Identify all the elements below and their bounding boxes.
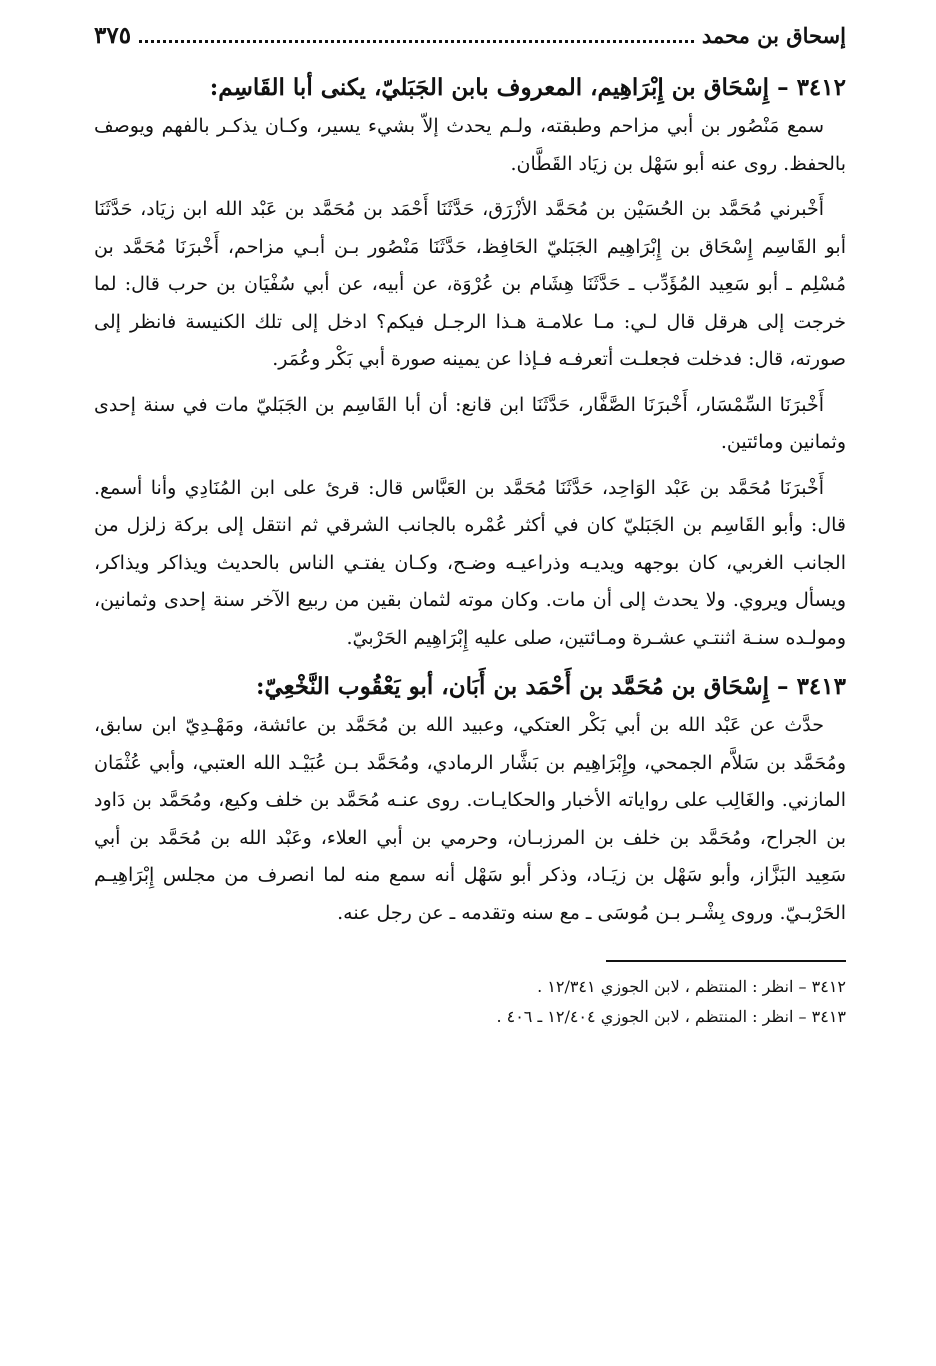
footnote: ٣٤١٢ – انظر : المنتظم ، لابن الجوزي ١٢/٣٤١ . (537, 977, 846, 996)
paragraph: سمع مَنْصُور بن أبي مزاحم وطبقته، ولـم يحدث إلاّ بشيء يسير، وكـان يذكـر بالفهم ويوصف بالحفظ. روى عنه أبو سَهْل بن زيَاد القَطَّان. (94, 115, 846, 175)
running-title: إسحاق بن محمد (701, 23, 846, 48)
paragraph: أَخْبرَنَا مُحَمَّد بن عَبْد الوَاحِد، حَدَّثَنَا مُحَمَّد بن العَبَّاس قال: قرئ على ابن المُنَادِي وأنا أسمع. قال: وأبو القَاسِم بن الجَبَليّ كان في أكثر عُمْره بالجانب الشرقي ثم انتقل إلى بركة زلزل من الجانب الغربي، كان بوجهه ويديـه وذراعيـه وضـح، وكـان يفتـي الناس بالحديث ويذاكر ويذاكر، ويسأل ويروي. ولا يحدث إلى أن مات. وكان موته لثمان بقين من ربيع الآخر سنة إحدى وثمانين، ومولـده سنـة اثنتـي عشـرة ومـائتين، صلى عليه إِبْرَاهِيم الحَرْبيّ. (94, 476, 846, 649)
paragraph: أَخْبرني مُحَمَّد بن الحُسَيْن بن مُحَمَّد الأزْرَق، حَدَّثَنَا أَحْمَد بن مُحَمَّد بن عَبْد الله ابن زيَاد، حَدَّثَنَا أبو القَاسِم إِسْحَاق بن إِبْرَاهِيم الجَبَليّ الحَافِظ، حَدَّثَنَا مَنْصُور بـن أبـي مزاحم، أَخْبرَنَا مُحَمَّد بن مُسْلِم ـ أبو سَعِيد المُؤَدِّب ـ حَدَّثَنَا هِشَام بن عُرْوَة، عن أبيه، عن أبي سُفْيَان بن حرب قال: لما خرجت إلى هرقل قال لـي: مـا علامـة هـذا الرجـل فيكم؟ ادخل إلى تلك الكنيسة فانظر إلى صورته، قال: فدخلت فجعلـت أتعرفـه فـإذا عن يمينه صورة أبي بَكْر وعُمَر. (94, 198, 846, 370)
footnote-divider (606, 960, 846, 962)
entry-title-3413: ٣٤١٣ – إِسْحَاق بن مُحَمَّد بن أَحْمَد بن أَبَان، أبو يَعْقُوب النَّخْعِيّ: (255, 673, 846, 700)
page-header (94, 22, 846, 68)
footnote: ٣٤١٣ – انظر : المنتظم ، لابن الجوزي ١٢/٤٠٤ ـ ٤٠٦ . (496, 1007, 846, 1026)
entry-title-3412: ٣٤١٢ – إِسْحَاق بن إِبْرَاهِيم، المعروف بابن الجَبَليّ، يكنى أبا القَاسِم: (209, 74, 846, 101)
page-number: ٣٧٥ (94, 22, 132, 49)
paragraph: حدَّث عن عَبْد الله بن أبي بَكْر العتكي، وعبيد الله بن مُحَمَّد بن عائشة، ومَهْـدِيّ ابن سابق، ومُحَمَّد بن سَلاَّم الجمحي، وإِبْرَاهِيم بن بَشَّار الرمادي، ومُحَمَّد بـن عُبَيْـد الله العتبي، وأبي عُثْمَان المازني. والغَالِب على رواياته الأخبار والحكايـات. روى عنـه مُحَمَّد بن خلف وكيع، ومُحَمَّد بن دَاود بن الجراح، ومُحَمَّد بن خلف بن المرزبـان، وحرمي بن أبي العلاء، وعَبْد الله بن مُحَمَّد بن أبي سَعِيد البَزَّاز، وأبو سَهْل بن زيَـاد، وذكر أبو سَهْل أنه سمع منه لما انصرف من مجلس إِبْرَاهِيـم الحَرْبـيّ. وروى بِشْـر بـن مُوسَى ـ مع سنه وتقدمه ـ عن رجل عنه. (94, 714, 846, 924)
header-leader-dots (139, 28, 694, 43)
paragraph: أَخْبرَنَا السِّمْسَار، أَخْبرَنَا الصَّفَّار، حَدَّثَنَا ابن قانع: أن أبا القَاسِم بن الجَبَليّ مات في سنة إحدى وثمانين ومائتين. (94, 393, 846, 453)
